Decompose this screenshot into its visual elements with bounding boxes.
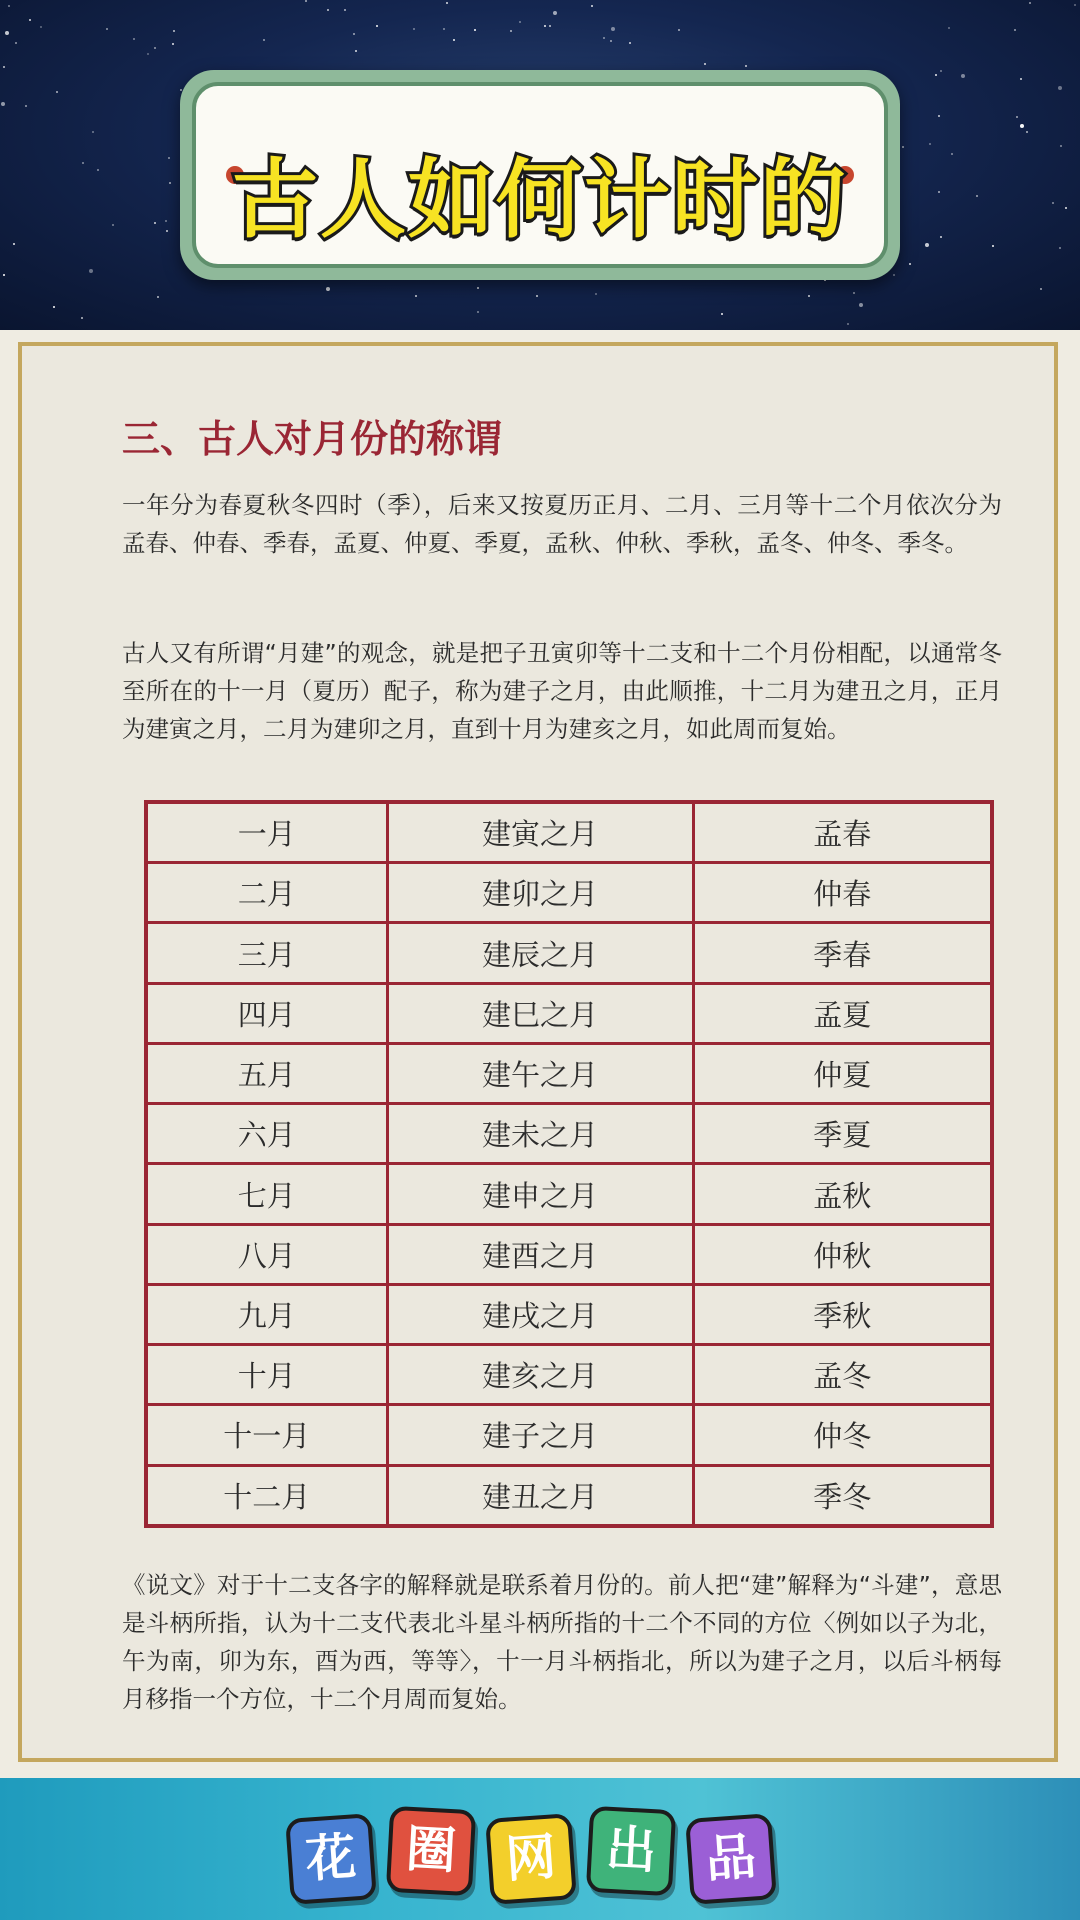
month-cell: 五月: [146, 1043, 387, 1103]
table-row: [146, 1224, 992, 1284]
star-decoration: [173, 30, 175, 32]
star-decoration: [133, 38, 135, 40]
month-names-table: [144, 800, 994, 1528]
star-decoration: [8, 5, 10, 7]
month-cell: 三月: [146, 923, 387, 983]
brand-tile: 花: [285, 1813, 377, 1905]
star-decoration: [25, 105, 27, 107]
star-decoration: [1016, 116, 1018, 118]
star-decoration: [446, 2, 448, 4]
star-decoration: [154, 47, 156, 49]
brand-tile: 品: [685, 1813, 777, 1905]
star-decoration: [106, 28, 108, 30]
star-decoration: [40, 26, 42, 28]
table-row: [146, 1465, 992, 1526]
star-decoration: [453, 39, 455, 41]
star-decoration: [721, 313, 723, 315]
star-decoration: [610, 40, 612, 42]
star-decoration: [704, 63, 706, 65]
month-cell: 十一月: [146, 1405, 387, 1465]
star-decoration: [992, 245, 994, 247]
star-decoration: [13, 243, 15, 245]
star-decoration: [172, 43, 174, 45]
month-cell: 七月: [146, 1164, 387, 1224]
season-name-cell: 季春: [693, 923, 992, 983]
yuejian-cell: 建子之月: [387, 1405, 693, 1465]
month-table-body: [146, 802, 992, 1526]
star-decoration: [305, 0, 307, 2]
paragraph-yuejian: 古人又有所谓“月建”的观念，就是把子丑寅卯等十二支和十二个月份相配，以通常冬至所在的十一月（夏历）配子，称为建子之月，由此顺推，十二月为建丑之月，正月为建寅之月，二月为建卯之月，直到十月为建亥之月，如此周而复始。: [122, 639, 1002, 743]
star-decoration: [544, 25, 546, 27]
yuejian-cell: 建戌之月: [387, 1284, 693, 1344]
table-row: [146, 1405, 992, 1465]
star-decoration: [595, 293, 597, 295]
star-decoration: [629, 42, 631, 44]
star-decoration: [603, 37, 605, 39]
star-decoration: [477, 311, 479, 313]
table-row: [146, 1104, 992, 1164]
star-decoration: [1065, 207, 1067, 209]
star-decoration: [808, 295, 810, 297]
month-cell: 十二月: [146, 1465, 387, 1526]
star-decoration: [549, 25, 551, 27]
star-decoration: [938, 115, 940, 117]
star-decoration: [3, 66, 5, 68]
top-banner: [0, 0, 1080, 330]
star-decoration: [53, 306, 55, 308]
star-decoration: [536, 295, 538, 297]
star-decoration: [951, 153, 953, 155]
star-decoration: [1020, 124, 1024, 128]
yuejian-cell: 建未之月: [387, 1104, 693, 1164]
star-decoration: [847, 323, 849, 325]
yuejian-cell: 建丑之月: [387, 1465, 693, 1526]
star-decoration: [413, 28, 415, 30]
star-decoration: [929, 143, 931, 145]
star-decoration: [510, 30, 512, 32]
star-decoration: [853, 292, 855, 294]
yuejian-cell: 建亥之月: [387, 1345, 693, 1405]
table-row: [146, 802, 992, 863]
season-name-cell: 季秋: [693, 1284, 992, 1344]
star-decoration: [1, 102, 5, 106]
yuejian-cell: 建寅之月: [387, 802, 693, 863]
brand-tile: 网: [485, 1813, 577, 1905]
content-frame: [18, 342, 1058, 1762]
brand-tile: 圈: [386, 1806, 476, 1896]
month-cell: 四月: [146, 983, 387, 1043]
star-decoration: [15, 42, 17, 44]
yuejian-cell: 建酉之月: [387, 1224, 693, 1284]
star-decoration: [112, 224, 114, 226]
star-decoration: [89, 269, 93, 273]
star-decoration: [976, 195, 978, 197]
season-name-cell: 孟冬: [693, 1345, 992, 1405]
yuejian-cell: 建卯之月: [387, 863, 693, 923]
paragraph-seasons: 一年分为春夏秋冬四时（季），后来又按夏历正月、二月、三月等十二个月依次分为孟春、仲春、季春，孟夏、仲夏、季夏，孟秋、仲秋、季秋，孟冬、仲冬、季冬。: [122, 491, 1002, 557]
star-decoration: [147, 53, 149, 55]
star-decoration: [1026, 131, 1028, 133]
star-decoration: [948, 27, 950, 29]
season-name-cell: 仲夏: [693, 1043, 992, 1103]
star-decoration: [81, 317, 83, 319]
star-decoration: [1040, 288, 1042, 290]
month-cell: 一月: [146, 802, 387, 863]
star-decoration: [1074, 4, 1076, 6]
table-row: [146, 1345, 992, 1405]
season-name-cell: 仲秋: [693, 1224, 992, 1284]
season-name-cell: 季夏: [693, 1104, 992, 1164]
star-decoration: [5, 31, 9, 35]
star-decoration: [745, 65, 747, 67]
paper-background: [0, 330, 1080, 1778]
yuejian-cell: 建巳之月: [387, 983, 693, 1043]
star-decoration: [1020, 78, 1022, 80]
table-row: [146, 1284, 992, 1344]
page-title: 古人如何计时的: [232, 150, 848, 250]
brand-tile: 出: [586, 1806, 676, 1896]
star-decoration: [353, 33, 355, 35]
star-decoration: [154, 222, 156, 224]
month-cell: 八月: [146, 1224, 387, 1284]
month-cell: 六月: [146, 1104, 387, 1164]
star-decoration: [938, 191, 940, 193]
star-decoration: [474, 29, 476, 31]
star-decoration: [376, 25, 378, 27]
season-name-cell: 孟春: [693, 802, 992, 863]
yuejian-cell: 建午之月: [387, 1043, 693, 1103]
star-decoration: [1029, 2, 1031, 4]
season-name-cell: 孟夏: [693, 983, 992, 1043]
bottom-banner: [0, 1778, 1080, 1920]
table-row: [146, 983, 992, 1043]
star-decoration: [169, 182, 171, 184]
month-cell: 二月: [146, 863, 387, 923]
star-decoration: [1014, 29, 1016, 31]
table-row: [146, 1164, 992, 1224]
star-decoration: [940, 70, 942, 72]
season-name-cell: 仲春: [693, 863, 992, 923]
month-cell: 九月: [146, 1284, 387, 1344]
star-decoration: [940, 236, 942, 238]
star-decoration: [1058, 86, 1062, 90]
yuejian-cell: 建申之月: [387, 1164, 693, 1224]
star-decoration: [56, 91, 58, 93]
star-decoration: [1052, 202, 1054, 204]
star-decoration: [92, 131, 94, 133]
star-decoration: [415, 295, 417, 297]
star-decoration: [327, 9, 329, 11]
star-decoration: [1060, 145, 1062, 147]
yuejian-cell: 建辰之月: [387, 923, 693, 983]
star-decoration: [166, 230, 168, 232]
star-decoration: [909, 263, 911, 265]
star-decoration: [29, 19, 31, 21]
star-decoration: [925, 243, 929, 247]
star-decoration: [678, 29, 680, 31]
star-decoration: [553, 11, 557, 15]
star-decoration: [97, 169, 99, 171]
title-plaque: [192, 82, 888, 268]
star-decoration: [326, 287, 330, 291]
star-decoration: [611, 27, 615, 31]
star-decoration: [935, 74, 937, 76]
star-decoration: [519, 21, 521, 23]
star-decoration: [1059, 247, 1061, 249]
star-decoration: [477, 287, 479, 289]
month-cell: 十月: [146, 1345, 387, 1405]
star-decoration: [443, 28, 445, 30]
season-name-cell: 季冬: [693, 1465, 992, 1526]
star-decoration: [344, 9, 346, 11]
star-decoration: [591, 5, 593, 7]
paragraph-shuowen: 《说文》对于十二支各字的解释就是联系着月份的。前人把“建”解释为“斗建”，意思是斗柄所指，认为十二支代表北斗星斗柄所指的十二个不同的方位〈例如以子为北，午为南，卯为东，酉为西，等等〉，十一月斗柄指北，所以为建子之月，以后斗柄每月移指一个方位，十二个月周而复始。: [122, 1571, 1002, 1713]
star-decoration: [82, 162, 84, 164]
star-decoration: [168, 157, 170, 159]
star-decoration: [157, 296, 159, 298]
star-decoration: [902, 146, 904, 148]
star-decoration: [3, 274, 5, 276]
season-name-cell: 孟秋: [693, 1164, 992, 1224]
section-title: 三、古人对月份的称谓: [122, 417, 503, 461]
season-name-cell: 仲冬: [693, 1405, 992, 1465]
title-frame: [180, 70, 900, 280]
star-decoration: [165, 220, 167, 222]
star-decoration: [355, 50, 357, 52]
star-decoration: [893, 274, 895, 276]
star-decoration: [263, 39, 265, 41]
table-row: [146, 863, 992, 923]
star-decoration: [859, 303, 863, 307]
star-decoration: [961, 74, 965, 78]
table-row: [146, 1043, 992, 1103]
table-row: [146, 923, 992, 983]
